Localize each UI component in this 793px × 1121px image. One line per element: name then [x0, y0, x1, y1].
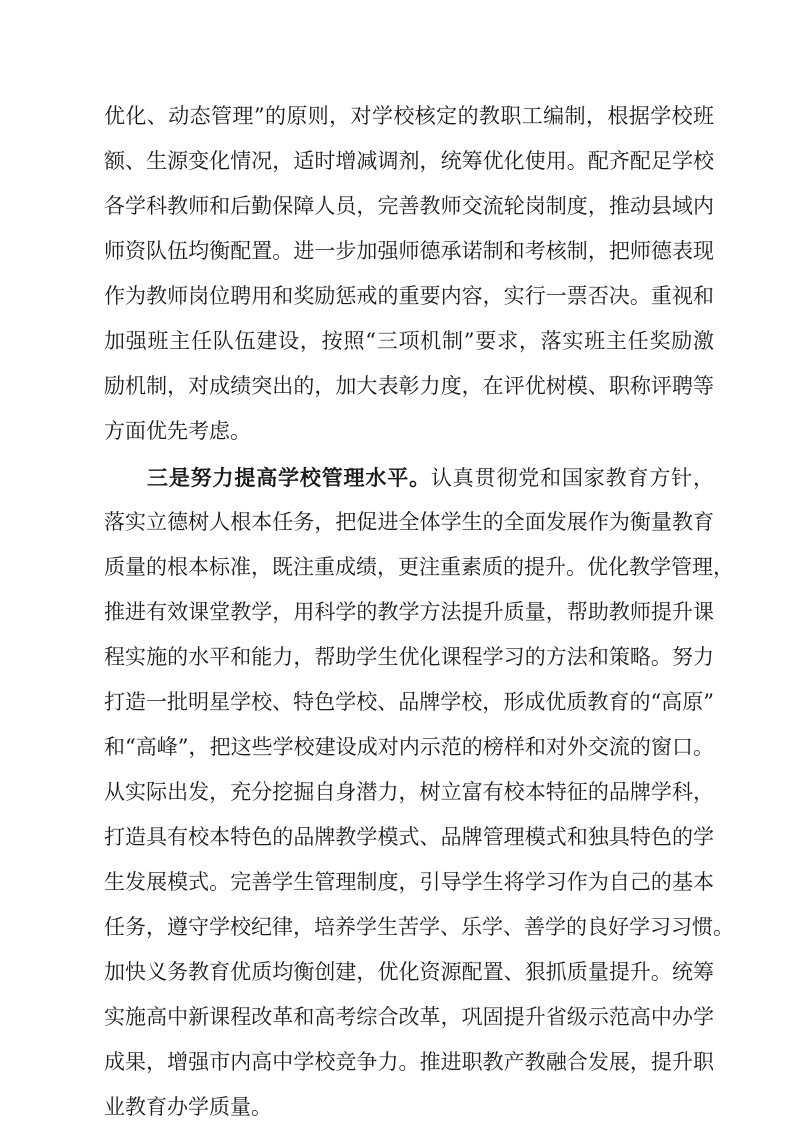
text-line: 落实立德树人根本任务，把促进全体学生的全面发展作为衡量教育 — [104, 510, 714, 534]
text-line: 程实施的水平和能力，帮助学生优化课程学习的方法和策略。努力 — [104, 645, 714, 669]
text-line: 加强班主任队伍建设，按照“三项机制”要求，落实班主任奖励激 — [104, 329, 714, 353]
text-line: 方面优先考虑。 — [104, 419, 251, 443]
paragraph-first-line — [147, 467, 714, 489]
text-line: 打造具有校本特色的品牌教学模式、品牌管理模式和独具特色的学 — [104, 825, 714, 849]
text-line: 励机制，对成绩突出的，加大表彰力度，在评优树模、职称评聘等 — [104, 374, 714, 398]
text-line: 质量的根本标准，既注重成绩，更注重素质的提升。优化教学管理， — [104, 555, 734, 579]
text-line: 推进有效课堂教学，用科学的教学方法提升质量，帮助教师提升课 — [104, 600, 714, 624]
text-line: 任务，遵守学校纪律，培养学生苦学、乐学、善学的良好学习习惯。 — [104, 915, 734, 939]
text-line: 额、生源变化情况，适时增减调剂，统筹优化使用。配齐配足学校 — [104, 149, 714, 173]
text-line: 从实际出发，充分挖掘自身潜力，树立富有校本特征的品牌学科， — [104, 780, 714, 804]
text-line: 和“高峰”，把这些学校建设成对内示范的榜样和对外交流的窗口。 — [104, 735, 714, 759]
text-line: 业教育办学质量。 — [104, 1095, 272, 1119]
paragraph-heading: 三是努力提高学校管理水平。 — [147, 465, 431, 490]
text-line: 优化、动态管理”的原则，对学校核定的教职工编制，根据学校班 — [104, 104, 714, 128]
text-line: 实施高中新课程改革和高考综合改革，巩固提升省级示范高中办学 — [104, 1005, 714, 1029]
text-line: 各学科教师和后勤保障人员，完善教师交流轮岗制度，推动县域内 — [104, 194, 714, 218]
text-line: 打造一批明星学校、特色学校、品牌学校，形成优质教育的“高原” — [104, 690, 714, 714]
text-run: 认真贯彻党和国家教育方针， — [430, 466, 715, 490]
text-line: 加快义务教育优质均衡创建，优化资源配置、狠抓质量提升。统筹 — [104, 960, 714, 984]
text-line: 成果，增强市内高中学校竞争力。推进职教产教融合发展，提升职 — [104, 1050, 714, 1074]
text-line: 生发展模式。完善学生管理制度，引导学生将学习作为自己的基本 — [104, 870, 714, 894]
text-line: 作为教师岗位聘用和奖励惩戒的重要内容，实行一票否决。重视和 — [104, 284, 714, 308]
text-line: 师资队伍均衡配置。进一步加强师德承诺制和考核制，把师德表现 — [104, 239, 714, 263]
